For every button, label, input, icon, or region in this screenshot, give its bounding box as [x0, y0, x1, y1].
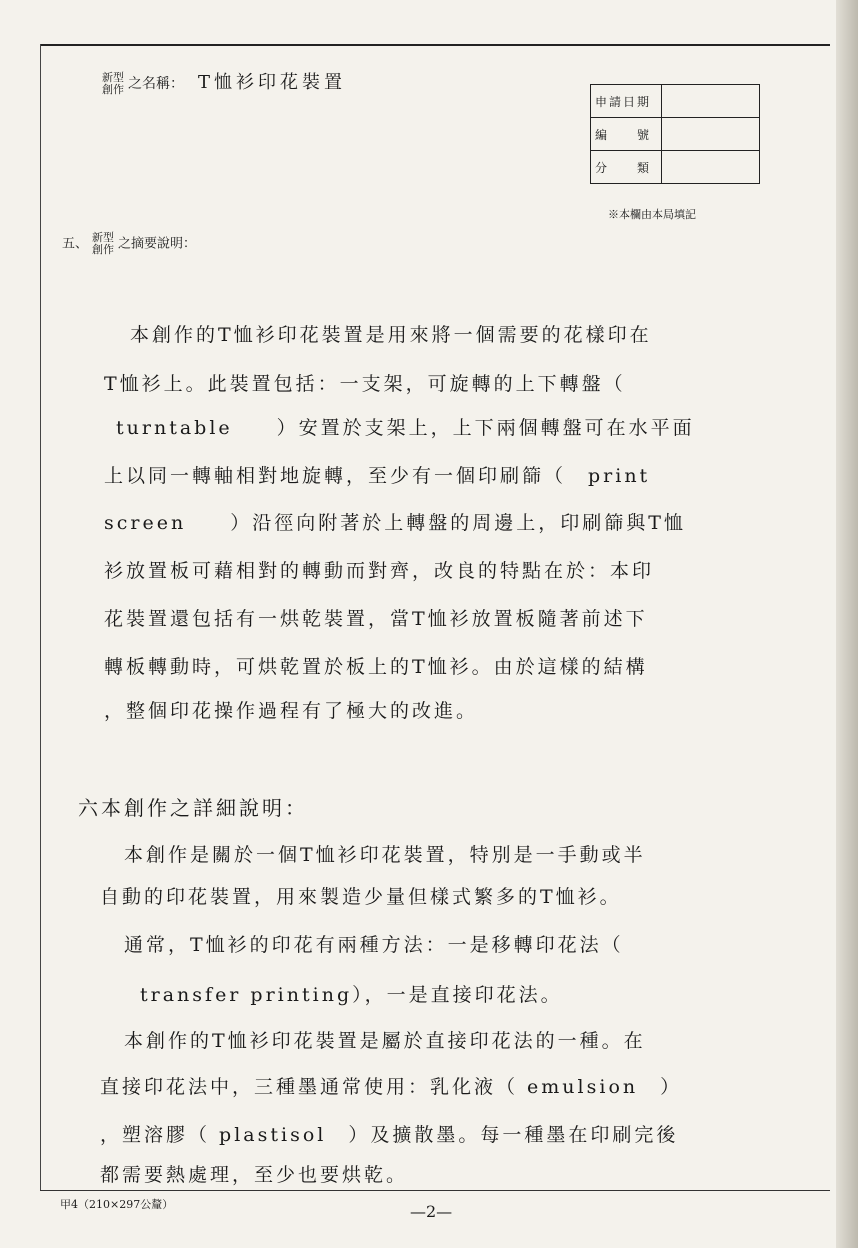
section5-stack-top: 新型	[92, 231, 115, 244]
detail-line: transfer printing），一是直接印花法。	[140, 984, 563, 1006]
section6-heading: 六本創作之詳細說明：	[78, 796, 308, 820]
detail-line: 本創作是關於一個T恤衫印花裝置，特別是一手動或半	[124, 844, 646, 866]
official-label-class: 分 類	[591, 151, 662, 184]
abstract-line: screen ）沿徑向附著於上轉盤的周邊上，印刷篩與T恤	[104, 512, 686, 534]
detail-line: 本創作的T恤衫印花裝置是屬於直接印花法的一種。在	[124, 1030, 646, 1052]
abstract-line: 轉板轉動時，可烘乾置於板上的T恤衫。由於這樣的結構	[104, 656, 648, 678]
section5-prefix: 五、	[62, 236, 89, 252]
official-value-class	[662, 151, 760, 184]
abstract-line: 本創作的T恤衫印花裝置是用來將一個需要的花樣印在	[130, 324, 652, 346]
section5-label: 之摘要說明：	[118, 236, 197, 252]
official-value-date	[662, 85, 760, 118]
type-stack-bottom: 創作	[102, 82, 124, 96]
official-note: ※本欄由本局填記	[608, 208, 696, 221]
abstract-line: ，整個印花操作過程有了極大的改進。	[104, 700, 479, 722]
official-row	[591, 151, 760, 184]
page-number: —2—	[410, 1202, 453, 1221]
detail-line: 通常，T恤衫的印花有兩種方法：一是移轉印花法（	[124, 934, 624, 956]
official-use-box	[590, 84, 760, 184]
abstract-line: turntable ）安置於支架上，上下兩個轉盤可在水平面	[116, 417, 695, 439]
official-label-date: 申請日期	[591, 85, 662, 118]
official-row	[591, 118, 760, 151]
abstract-line: 上以同一轉軸相對地旋轉，至少有一個印刷篩（ print	[104, 465, 651, 487]
top-rule	[40, 44, 830, 46]
page-edge-shadow	[836, 0, 858, 1248]
section5-heading	[62, 232, 196, 256]
official-row	[591, 85, 760, 118]
official-label-number: 編 號	[591, 118, 662, 151]
abstract-line: T恤衫上。此裝置包括：一支架，可旋轉的上下轉盤（	[104, 373, 626, 395]
abstract-line: 花裝置還包括有一烘乾裝置，當T恤衫放置板隨著前述下	[104, 608, 648, 630]
abstract-line: 衫放置板可藉相對的轉動而對齊，改良的特點在於：本印	[104, 560, 655, 582]
creation-name-row	[98, 68, 346, 96]
detail-line: 都需要熱處理，至少也要烘乾。	[100, 1164, 409, 1186]
type-stack-top: 新型	[102, 70, 124, 84]
section5-stack	[88, 232, 118, 256]
section5-stack-bottom: 創作	[92, 243, 115, 256]
official-value-number	[662, 118, 760, 151]
detail-line: ，塑溶膠（ plastisol ）及擴散墨。每一種墨在印刷完後	[100, 1124, 679, 1146]
bottom-rule	[40, 1190, 830, 1191]
name-label: 之名稱：	[128, 76, 184, 92]
detail-line: 直接印花法中，三種墨通常使用：乳化液（ emulsion ）	[100, 1076, 683, 1098]
creation-title: T恤衫印花裝置	[198, 72, 347, 93]
left-rule	[40, 44, 41, 1190]
type-stack	[98, 72, 128, 96]
form-code: 甲4（210×297公釐）	[60, 1198, 174, 1211]
detail-line: 自動的印花裝置，用來製造少量但樣式繁多的T恤衫。	[100, 886, 622, 908]
